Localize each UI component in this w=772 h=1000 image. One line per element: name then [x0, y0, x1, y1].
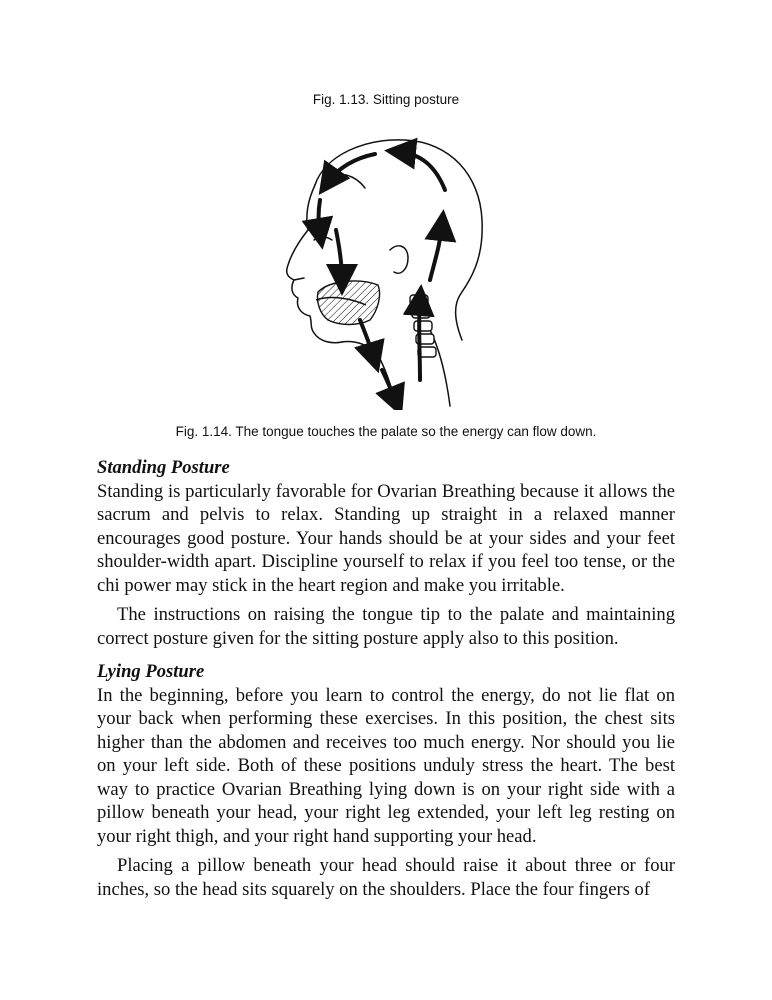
lying-posture-section	[97, 660, 675, 901]
paragraph: The instructions on raising the tongue tip to the palate and maintaining correct posture given for the sitting posture apply also to this position.	[97, 604, 675, 649]
paragraph: Standing is particularly favorable for Ovarian Breathing because it allows the sacrum and pelvis to relax. Standing up straight in a relaxed manner encourages good posture. Your hands should be at your sides and your feet shoulder-width apart. Discipline yourself to relax if you feel too tense, or the chi power may stick in the heart region and make you irritable.	[97, 480, 675, 596]
section-heading-lying-posture: Lying Posture	[97, 661, 205, 682]
paragraph: In the beginning, before you learn to control the energy, do not lie flat on your back when performing these exercises. In this position, the chest sits higher than the abdomen and receives too much energy. Nor should you lie on your left side. Both of these positions unduly stress the heart. The best way to practice Ovarian Breathing lying down is on your right side with a pillow beneath your head, your right leg extended, your left leg resting on your right thigh, and your right hand supporting your head.	[97, 684, 675, 847]
head-outline	[287, 140, 483, 406]
head-profile-energy-flow-illustration	[270, 130, 510, 410]
energy-flow-arrows	[319, 152, 446, 402]
mouth-tongue-area	[316, 281, 380, 325]
paragraph: Placing a pillow beneath your head should raise it about three or four inches, so the head sits squarely on the shoulders. Place the four fingers of	[97, 855, 675, 900]
standing-posture-section	[97, 456, 675, 650]
figure-1-13-caption: Fig. 1.13. Sitting posture	[312, 92, 460, 107]
figure-1-14-caption: Fig. 1.14. The tongue touches the palate so the energy can flow down.	[175, 424, 597, 439]
spine-vertebrae	[410, 295, 436, 357]
section-heading-standing-posture: Standing Posture	[97, 457, 230, 478]
